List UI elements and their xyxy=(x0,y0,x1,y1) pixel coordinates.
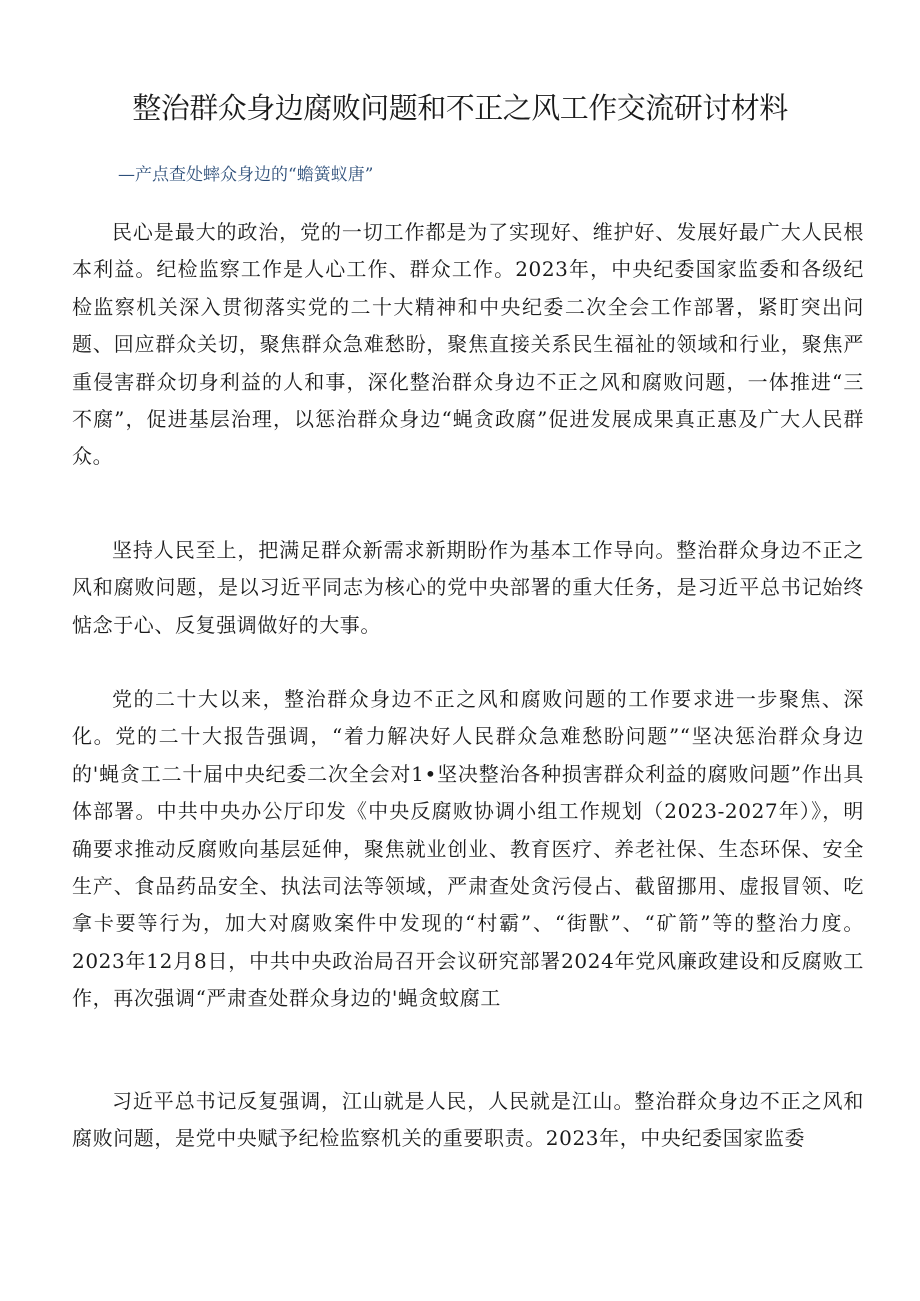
document-subtitle: —产点查处蟀众身边的“蟾簧蚁唐” xyxy=(118,165,374,185)
document-title: 整治群众身边腐败问题和不正之风工作交流研讨材料 xyxy=(132,91,788,125)
paragraph-4: 习近平总书记反复强调，江山就是人民，人民就是江山。整治群众身边不正之风和腐败问题，是党中央赋予纪检监察机关的重要职责。2023年，中央纪委国家监委 xyxy=(72,1089,864,1151)
paragraph-1: 民心是最大的政治，党的一切工作都是为了实现好、维护好、发展好最广大人民根本利益。纪检监察工作是人心工作、群众工作。2023年，中央纪委国家监委和各级纪检监察机关深入贯彻落实党的二十大精神和中央纪委二次全会工作部署，紧盯突出问题、回应群众关切，聚焦群众急难愁盼，聚焦直接关系民生福祉的领域和行业，聚焦严重侵害群众切身利益的人和事，深化整治群众身边不正之风和腐败问题，一体推进“三不腐”，促进基层治理，以惩治群众身边“蝇贪政腐”促进发展成果真正惠及广大人民群众。 xyxy=(72,220,864,469)
paragraph-2: 坚持人民至上，把满足群众新需求新期盼作为基本工作导向。整治群众身边不正之风和腐败问题，是以习近平同志为核心的党中央部署的重大任务，是习近平总书记始终惦念于心、反复强调做好的大事。 xyxy=(72,538,864,637)
paragraph-3: 党的二十大以来，整治群众身边不正之风和腐败问题的工作要求进一步聚焦、深化。党的二十大报告强调，“着力解决好人民群众急难愁盼问题”“坚决惩治群众身边的'蝇贪工二十届中央纪委二次全会对1•坚决整治各种损害群众利益的腐败问题”作出具体部署。中共中央办公厅印发《中央反腐败协调小组工作规划（2023-2027年）》，明确要求推动反腐败向基层延伸，聚焦就业创业、教育医疗、养老社保、生态环保、安全生产、食品药品安全、执法司法等领域，严肃查处贪污侵占、截留挪用、虚报冒领、吃拿卡要等行为，加大对腐败案件中发现的“村霸”、“街獸”、“矿箭”等的整治力度。2023年12月8日，中共中央政治局召开会议研究部署2024年党风廉政建设和反腐败工作，再次强调“严肃查处群众身边的'蝇贪蚊腐工 xyxy=(72,687,864,1011)
